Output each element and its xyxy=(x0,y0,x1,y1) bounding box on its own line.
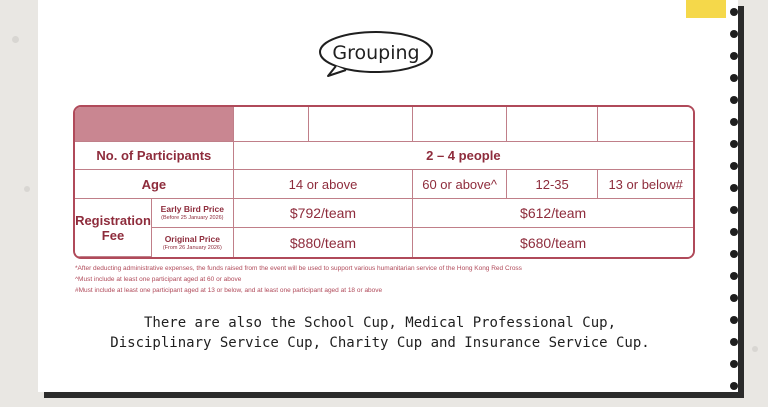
background-dot xyxy=(24,186,30,192)
table-row xyxy=(75,199,693,228)
page-title: Grouping xyxy=(332,42,420,64)
header-blank xyxy=(75,107,234,142)
binder-holes xyxy=(724,0,754,407)
table-row xyxy=(75,142,693,170)
early-price-b: $612/team xyxy=(413,199,693,228)
early-price-a: $792/team xyxy=(234,199,414,228)
header-corporate-cup: Corporate Cup xyxy=(309,107,413,142)
fee-label: Registration Fee xyxy=(75,199,152,257)
table-header-row xyxy=(75,107,693,142)
title-bubble xyxy=(316,28,436,78)
table-row xyxy=(75,228,693,257)
grouping-table xyxy=(73,105,695,259)
table-row xyxy=(75,170,693,199)
footnote: ^Must include at least one participant aged at 60 or above xyxy=(75,276,242,283)
other-cups-line: Disciplinary Service Cup, Charity Cup and Insurance Service Cup. xyxy=(110,335,650,351)
original-price-b: $680/team xyxy=(413,228,693,257)
footnotes xyxy=(75,263,695,296)
original-price-title: Original Price xyxy=(164,233,220,244)
footnote: *After deducting administrative expenses, the funds raised from the event will be used to support various humanitarian service of the Hong Kong Red Cross xyxy=(75,265,522,272)
early-bird-note: (Before 25 January 2026) xyxy=(161,215,224,221)
early-bird-label xyxy=(152,199,234,228)
age-value-gba: 12-35 xyxy=(507,170,598,199)
original-price-note: (From 26 January 2026) xyxy=(162,244,222,251)
age-value-senior: 60 or above^ xyxy=(413,170,507,199)
age-label: Age xyxy=(75,170,234,199)
other-cups-line: There are also the School Cup, Medical Professional Cup, xyxy=(143,315,616,331)
early-bird-title: Early Bird Price xyxy=(160,204,224,214)
header-red-cup: Red Cup xyxy=(234,107,310,142)
age-value-family: 13 or below# xyxy=(598,170,693,199)
age-value-red-corporate: 14 or above xyxy=(234,170,414,199)
original-price-label xyxy=(152,228,234,257)
header-family-cup: Family Cup xyxy=(598,107,693,142)
participants-label: No. of Participants xyxy=(75,142,234,170)
other-cups-text xyxy=(100,313,660,353)
sticky-note xyxy=(686,0,726,18)
participants-value: 2 – 4 people xyxy=(234,142,693,170)
header-senior-cup: Senior Cup xyxy=(413,107,507,142)
footnote: #Must include at least one participant aged at 13 or below, and at least one participant aged at 18 or above xyxy=(75,287,383,294)
header-gba-youth-cup: Greater Bay Area Youth Cup xyxy=(507,107,598,142)
original-price-a: $880/team xyxy=(234,228,414,257)
background-dot xyxy=(12,36,19,43)
